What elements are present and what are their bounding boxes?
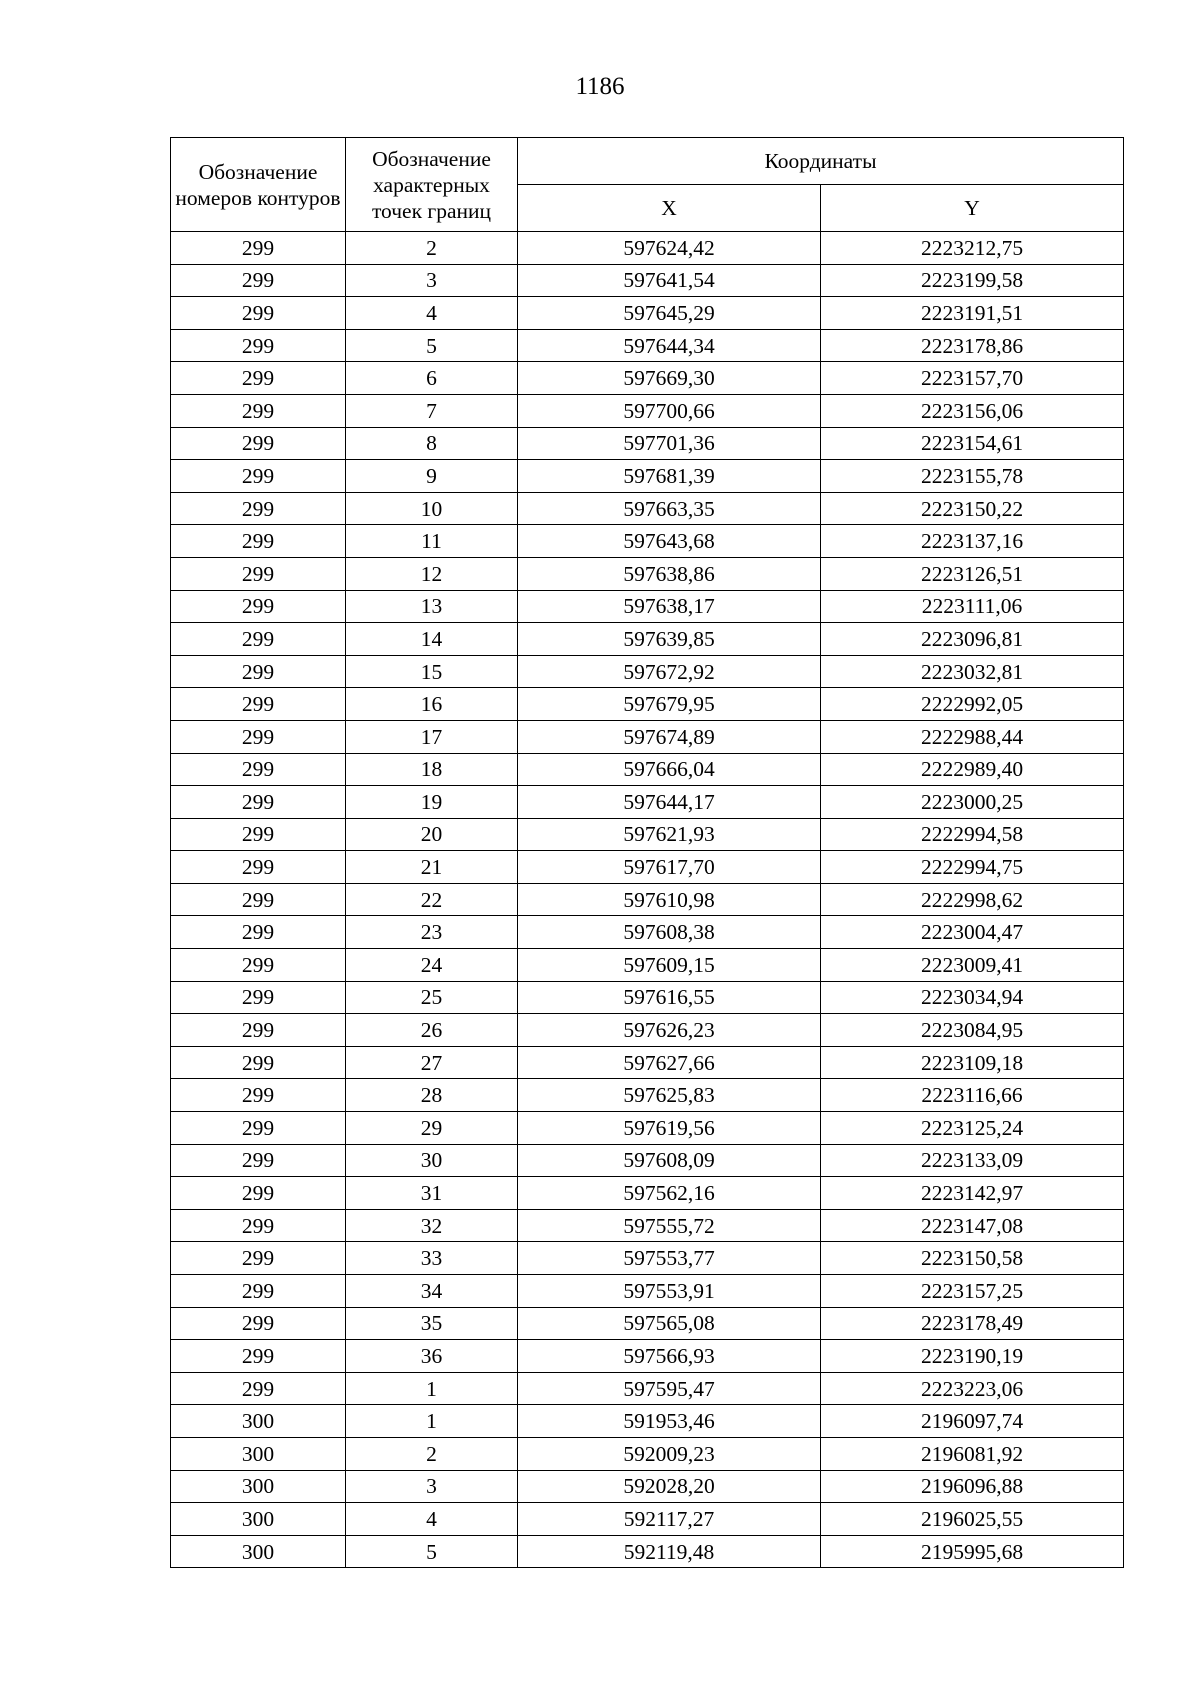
- table-row: [171, 851, 1124, 884]
- cell-y-coordinate: 2223142,97: [821, 1177, 1124, 1210]
- cell-contour-number: 299: [171, 1307, 346, 1340]
- cell-x-coordinate: 597679,95: [518, 688, 821, 721]
- table-row: [171, 264, 1124, 297]
- cell-point-number: 32: [346, 1209, 518, 1242]
- cell-contour-number: 300: [171, 1535, 346, 1568]
- cell-x-coordinate: 597672,92: [518, 655, 821, 688]
- cell-x-coordinate: 597638,86: [518, 557, 821, 590]
- cell-y-coordinate: 2196081,92: [821, 1437, 1124, 1470]
- cell-y-coordinate: 2223190,19: [821, 1340, 1124, 1373]
- cell-x-coordinate: 597627,66: [518, 1046, 821, 1079]
- cell-point-number: 17: [346, 720, 518, 753]
- table-row: [171, 362, 1124, 395]
- table-body: [171, 232, 1124, 1568]
- cell-contour-number: 299: [171, 557, 346, 590]
- cell-point-number: 11: [346, 525, 518, 558]
- cell-y-coordinate: 2223032,81: [821, 655, 1124, 688]
- cell-y-coordinate: 2223133,09: [821, 1144, 1124, 1177]
- cell-point-number: 2: [346, 232, 518, 265]
- cell-y-coordinate: 2223157,70: [821, 362, 1124, 395]
- cell-y-coordinate: 2223126,51: [821, 557, 1124, 590]
- cell-x-coordinate: 591953,46: [518, 1405, 821, 1438]
- table-row: [171, 1470, 1124, 1503]
- cell-x-coordinate: 597553,77: [518, 1242, 821, 1275]
- cell-y-coordinate: 2196025,55: [821, 1503, 1124, 1536]
- cell-y-coordinate: 2223125,24: [821, 1112, 1124, 1145]
- cell-contour-number: 299: [171, 1046, 346, 1079]
- cell-contour-number: 299: [171, 623, 346, 656]
- header-boundary-points: Обозначение характерных точек границ: [346, 138, 518, 232]
- cell-point-number: 14: [346, 623, 518, 656]
- cell-y-coordinate: 2222989,40: [821, 753, 1124, 786]
- cell-x-coordinate: 597609,15: [518, 949, 821, 982]
- cell-y-coordinate: 2222998,62: [821, 883, 1124, 916]
- cell-point-number: 19: [346, 786, 518, 819]
- cell-x-coordinate: 597566,93: [518, 1340, 821, 1373]
- cell-contour-number: 299: [171, 1275, 346, 1308]
- table-row: [171, 492, 1124, 525]
- cell-contour-number: 299: [171, 1372, 346, 1405]
- cell-point-number: 34: [346, 1275, 518, 1308]
- cell-y-coordinate: 2223178,86: [821, 329, 1124, 362]
- cell-point-number: 35: [346, 1307, 518, 1340]
- header-x: X: [518, 185, 821, 232]
- cell-x-coordinate: 597666,04: [518, 753, 821, 786]
- cell-contour-number: 299: [171, 329, 346, 362]
- cell-contour-number: 300: [171, 1437, 346, 1470]
- table-row: [171, 1503, 1124, 1536]
- cell-point-number: 8: [346, 427, 518, 460]
- cell-x-coordinate: 597610,98: [518, 883, 821, 916]
- table-row: [171, 394, 1124, 427]
- cell-x-coordinate: 592117,27: [518, 1503, 821, 1536]
- cell-contour-number: 299: [171, 1209, 346, 1242]
- table-row: [171, 623, 1124, 656]
- cell-contour-number: 299: [171, 655, 346, 688]
- cell-y-coordinate: 2223150,58: [821, 1242, 1124, 1275]
- table-row: [171, 1014, 1124, 1047]
- cell-y-coordinate: 2223212,75: [821, 232, 1124, 265]
- cell-x-coordinate: 597674,89: [518, 720, 821, 753]
- cell-x-coordinate: 597621,93: [518, 818, 821, 851]
- table-row: [171, 525, 1124, 558]
- cell-y-coordinate: 2196097,74: [821, 1405, 1124, 1438]
- cell-contour-number: 299: [171, 492, 346, 525]
- table-header-row: [171, 138, 1124, 185]
- cell-contour-number: 299: [171, 753, 346, 786]
- header-contour-numbers: Обозначение номеров контуров: [171, 138, 346, 232]
- cell-y-coordinate: 2222992,05: [821, 688, 1124, 721]
- header-y: Y: [821, 185, 1124, 232]
- cell-x-coordinate: 597625,83: [518, 1079, 821, 1112]
- cell-contour-number: 299: [171, 525, 346, 558]
- cell-point-number: 31: [346, 1177, 518, 1210]
- cell-y-coordinate: 2223157,25: [821, 1275, 1124, 1308]
- cell-contour-number: 299: [171, 1112, 346, 1145]
- table-row: [171, 753, 1124, 786]
- cell-x-coordinate: 597644,34: [518, 329, 821, 362]
- table-row: [171, 1209, 1124, 1242]
- cell-point-number: 29: [346, 1112, 518, 1145]
- cell-x-coordinate: 597700,66: [518, 394, 821, 427]
- cell-point-number: 1: [346, 1372, 518, 1405]
- table-row: [171, 1437, 1124, 1470]
- cell-x-coordinate: 597562,16: [518, 1177, 821, 1210]
- table-row: [171, 590, 1124, 623]
- cell-x-coordinate: 597608,09: [518, 1144, 821, 1177]
- cell-point-number: 12: [346, 557, 518, 590]
- table-row: [171, 232, 1124, 265]
- cell-contour-number: 299: [171, 1014, 346, 1047]
- cell-contour-number: 299: [171, 590, 346, 623]
- cell-x-coordinate: 597608,38: [518, 916, 821, 949]
- cell-x-coordinate: 597638,17: [518, 590, 821, 623]
- cell-contour-number: 299: [171, 883, 346, 916]
- cell-x-coordinate: 597626,23: [518, 1014, 821, 1047]
- cell-y-coordinate: 2222994,58: [821, 818, 1124, 851]
- cell-x-coordinate: 597619,56: [518, 1112, 821, 1145]
- cell-y-coordinate: 2222988,44: [821, 720, 1124, 753]
- cell-x-coordinate: 592028,20: [518, 1470, 821, 1503]
- cell-contour-number: 299: [171, 720, 346, 753]
- cell-y-coordinate: 2223150,22: [821, 492, 1124, 525]
- table-row: [171, 427, 1124, 460]
- cell-contour-number: 299: [171, 949, 346, 982]
- cell-point-number: 3: [346, 264, 518, 297]
- coordinates-table: [170, 137, 1124, 1568]
- cell-x-coordinate: 597644,17: [518, 786, 821, 819]
- table-row: [171, 1079, 1124, 1112]
- cell-contour-number: 299: [171, 394, 346, 427]
- table-row: [171, 720, 1124, 753]
- cell-x-coordinate: 597616,55: [518, 981, 821, 1014]
- cell-point-number: 33: [346, 1242, 518, 1275]
- cell-x-coordinate: 597701,36: [518, 427, 821, 460]
- cell-contour-number: 300: [171, 1503, 346, 1536]
- cell-y-coordinate: 2223009,41: [821, 949, 1124, 982]
- table-row: [171, 1340, 1124, 1373]
- cell-point-number: 20: [346, 818, 518, 851]
- cell-point-number: 28: [346, 1079, 518, 1112]
- cell-point-number: 23: [346, 916, 518, 949]
- cell-x-coordinate: 597595,47: [518, 1372, 821, 1405]
- table-row: [171, 1275, 1124, 1308]
- cell-x-coordinate: 597565,08: [518, 1307, 821, 1340]
- cell-point-number: 25: [346, 981, 518, 1014]
- table-row: [171, 1372, 1124, 1405]
- cell-contour-number: 299: [171, 916, 346, 949]
- cell-contour-number: 299: [171, 688, 346, 721]
- table-row: [171, 1046, 1124, 1079]
- cell-x-coordinate: 597624,42: [518, 232, 821, 265]
- table-row: [171, 655, 1124, 688]
- cell-y-coordinate: 2223147,08: [821, 1209, 1124, 1242]
- cell-x-coordinate: 597663,35: [518, 492, 821, 525]
- cell-y-coordinate: 2223154,61: [821, 427, 1124, 460]
- cell-y-coordinate: 2223191,51: [821, 297, 1124, 330]
- cell-contour-number: 299: [171, 427, 346, 460]
- cell-y-coordinate: 2223084,95: [821, 1014, 1124, 1047]
- cell-point-number: 3: [346, 1470, 518, 1503]
- cell-point-number: 27: [346, 1046, 518, 1079]
- cell-y-coordinate: 2223096,81: [821, 623, 1124, 656]
- cell-point-number: 22: [346, 883, 518, 916]
- table-row: [171, 949, 1124, 982]
- cell-point-number: 4: [346, 1503, 518, 1536]
- table-row: [171, 786, 1124, 819]
- cell-point-number: 18: [346, 753, 518, 786]
- cell-x-coordinate: 592119,48: [518, 1535, 821, 1568]
- cell-x-coordinate: 597669,30: [518, 362, 821, 395]
- table-row: [171, 297, 1124, 330]
- cell-contour-number: 299: [171, 1177, 346, 1210]
- table-row: [171, 1112, 1124, 1145]
- cell-y-coordinate: 2223111,06: [821, 590, 1124, 623]
- cell-contour-number: 299: [171, 818, 346, 851]
- table-row: [171, 460, 1124, 493]
- cell-point-number: 5: [346, 329, 518, 362]
- cell-point-number: 24: [346, 949, 518, 982]
- cell-y-coordinate: 2195995,68: [821, 1535, 1124, 1568]
- cell-contour-number: 299: [171, 786, 346, 819]
- cell-point-number: 6: [346, 362, 518, 395]
- cell-point-number: 15: [346, 655, 518, 688]
- table-row: [171, 1177, 1124, 1210]
- table-row: [171, 1144, 1124, 1177]
- table-row: [171, 981, 1124, 1014]
- cell-point-number: 5: [346, 1535, 518, 1568]
- cell-contour-number: 299: [171, 1144, 346, 1177]
- cell-point-number: 2: [346, 1437, 518, 1470]
- cell-y-coordinate: 2223199,58: [821, 264, 1124, 297]
- cell-x-coordinate: 597617,70: [518, 851, 821, 884]
- cell-point-number: 30: [346, 1144, 518, 1177]
- cell-contour-number: 299: [171, 981, 346, 1014]
- page-number: 1186: [575, 73, 625, 100]
- cell-point-number: 9: [346, 460, 518, 493]
- cell-contour-number: 299: [171, 460, 346, 493]
- cell-contour-number: 299: [171, 1079, 346, 1112]
- cell-point-number: 1: [346, 1405, 518, 1438]
- cell-y-coordinate: 2223004,47: [821, 916, 1124, 949]
- cell-contour-number: 299: [171, 851, 346, 884]
- cell-y-coordinate: 2223156,06: [821, 394, 1124, 427]
- cell-contour-number: 299: [171, 1340, 346, 1373]
- cell-x-coordinate: 597553,91: [518, 1275, 821, 1308]
- cell-contour-number: 300: [171, 1470, 346, 1503]
- cell-y-coordinate: 2196096,88: [821, 1470, 1124, 1503]
- table-row: [171, 916, 1124, 949]
- cell-contour-number: 299: [171, 264, 346, 297]
- cell-point-number: 4: [346, 297, 518, 330]
- cell-y-coordinate: 2222994,75: [821, 851, 1124, 884]
- cell-point-number: 10: [346, 492, 518, 525]
- cell-contour-number: 299: [171, 232, 346, 265]
- cell-point-number: 21: [346, 851, 518, 884]
- cell-y-coordinate: 2223116,66: [821, 1079, 1124, 1112]
- cell-y-coordinate: 2223178,49: [821, 1307, 1124, 1340]
- table-row: [171, 1307, 1124, 1340]
- cell-x-coordinate: 597639,85: [518, 623, 821, 656]
- cell-y-coordinate: 2223155,78: [821, 460, 1124, 493]
- table-row: [171, 329, 1124, 362]
- table-row: [171, 1405, 1124, 1438]
- cell-point-number: 7: [346, 394, 518, 427]
- table-row: [171, 818, 1124, 851]
- cell-point-number: 16: [346, 688, 518, 721]
- cell-contour-number: 299: [171, 297, 346, 330]
- cell-point-number: 13: [346, 590, 518, 623]
- cell-x-coordinate: 597555,72: [518, 1209, 821, 1242]
- table-row: [171, 1242, 1124, 1275]
- cell-contour-number: 300: [171, 1405, 346, 1438]
- cell-point-number: 26: [346, 1014, 518, 1047]
- table-row: [171, 1535, 1124, 1568]
- cell-x-coordinate: 592009,23: [518, 1437, 821, 1470]
- table-row: [171, 883, 1124, 916]
- cell-x-coordinate: 597643,68: [518, 525, 821, 558]
- table-row: [171, 688, 1124, 721]
- cell-x-coordinate: 597645,29: [518, 297, 821, 330]
- header-coordinates: Координаты: [518, 138, 1124, 185]
- cell-x-coordinate: 597641,54: [518, 264, 821, 297]
- cell-contour-number: 299: [171, 1242, 346, 1275]
- cell-x-coordinate: 597681,39: [518, 460, 821, 493]
- cell-y-coordinate: 2223109,18: [821, 1046, 1124, 1079]
- cell-y-coordinate: 2223034,94: [821, 981, 1124, 1014]
- cell-y-coordinate: 2223137,16: [821, 525, 1124, 558]
- table-row: [171, 557, 1124, 590]
- cell-y-coordinate: 2223000,25: [821, 786, 1124, 819]
- cell-y-coordinate: 2223223,06: [821, 1372, 1124, 1405]
- cell-contour-number: 299: [171, 362, 346, 395]
- cell-point-number: 36: [346, 1340, 518, 1373]
